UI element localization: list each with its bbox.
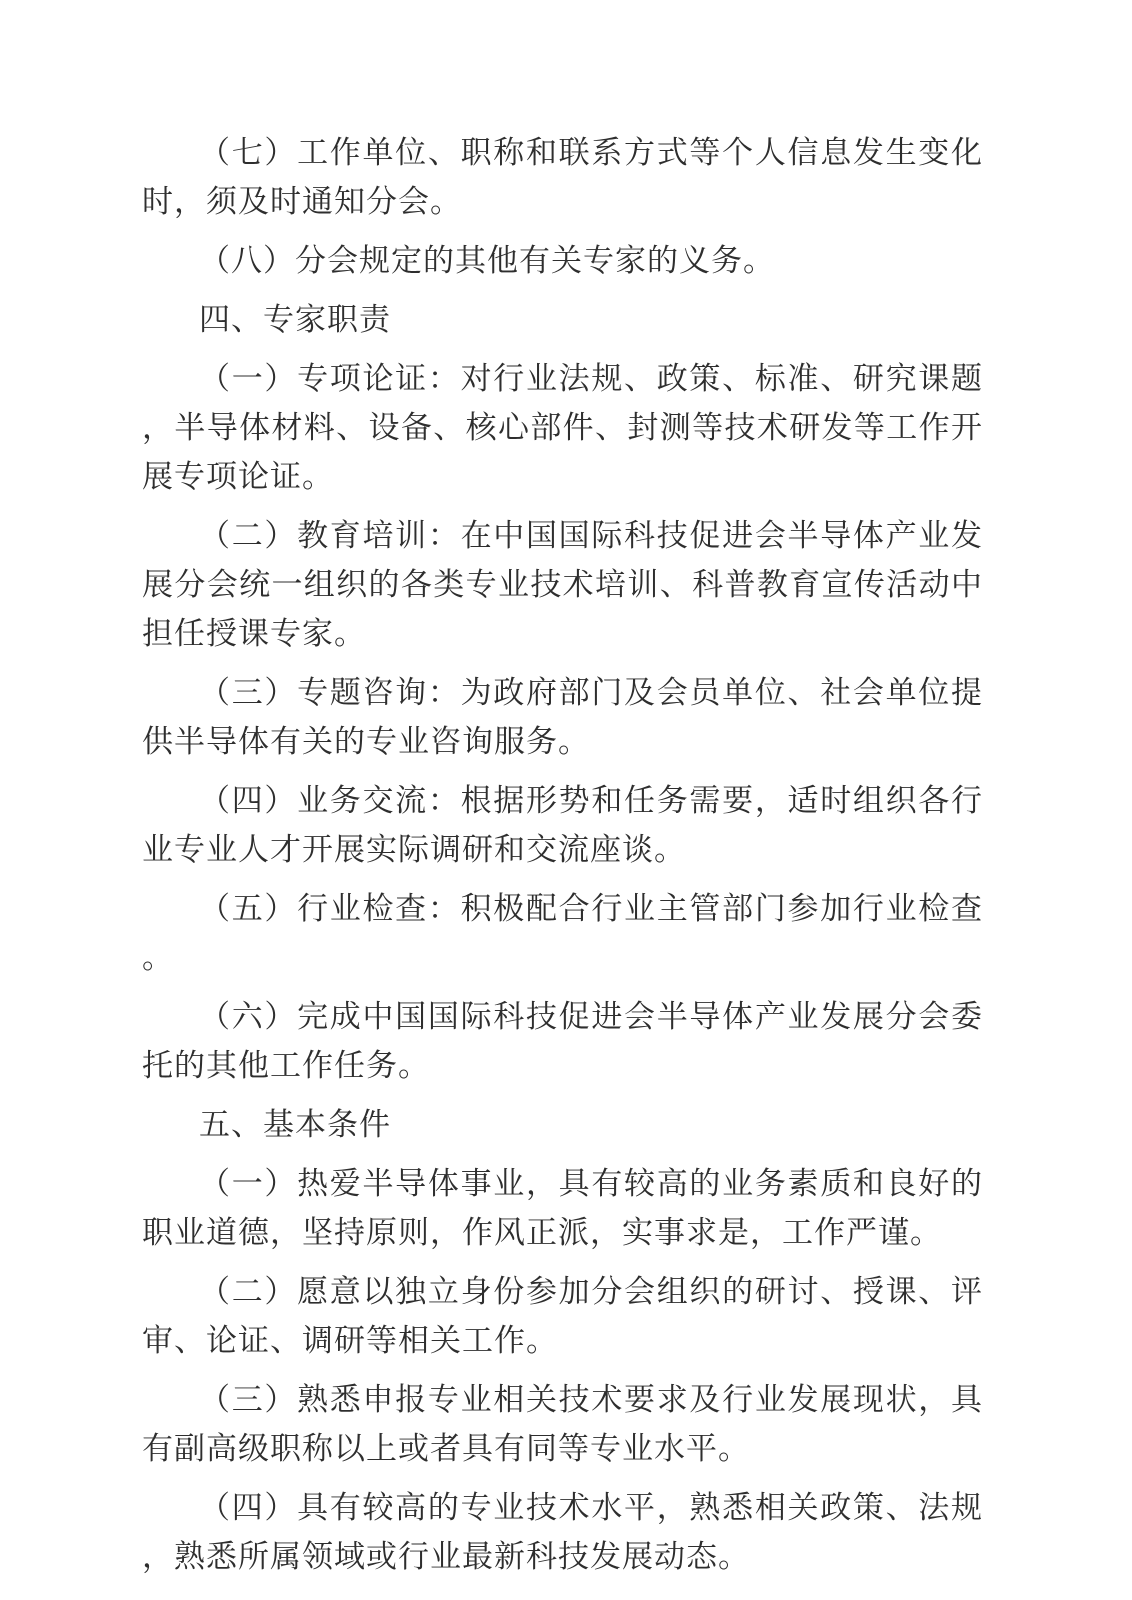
document-body [142,128,983,1581]
section-heading: 四、专家职责 [199,302,391,337]
paragraph: （五）行业检查：积极配合行业主管部门参加行业检查。 [142,891,983,975]
paragraph: （八）分会规定的其他有关专家的义务。 [199,243,775,278]
paragraph: （七）工作单位、职称和联系方式等个人信息发生变化时，须及时通知分会。 [142,135,983,219]
paragraph: （四）业务交流：根据形势和任务需要，适时组织各行业专业人才开展实际调研和交流座谈。 [142,783,983,867]
paragraph: （六）完成中国国际科技促进会半导体产业发展分会委托的其他工作任务。 [142,999,983,1083]
paragraph: （三）专题咨询：为政府部门及会员单位、社会单位提供半导体有关的专业咨询服务。 [142,675,983,759]
paragraph: （一）专项论证：对行业法规、政策、标准、研究课题，半导体材料、设备、核心部件、封测等技术研发等工作开展专项论证。 [142,361,983,494]
paragraph: （四）具有较高的专业技术水平，熟悉相关政策、法规，熟悉所属领域或行业最新科技发展动态。 [142,1490,983,1574]
paragraph: （二）教育培训：在中国国际科技促进会半导体产业发展分会统一组织的各类专业技术培训、科普教育宣传活动中担任授课专家。 [142,518,983,651]
paragraph: （一）热爱半导体事业，具有较高的业务素质和良好的职业道德，坚持原则，作风正派，实事求是，工作严谨。 [142,1166,983,1250]
paragraph: （三）熟悉申报专业相关技术要求及行业发展现状，具有副高级职称以上或者具有同等专业水平。 [142,1382,983,1466]
section-heading: 五、基本条件 [199,1107,391,1142]
paragraph: （二）愿意以独立身份参加分会组织的研讨、授课、评审、论证、调研等相关工作。 [142,1274,983,1358]
